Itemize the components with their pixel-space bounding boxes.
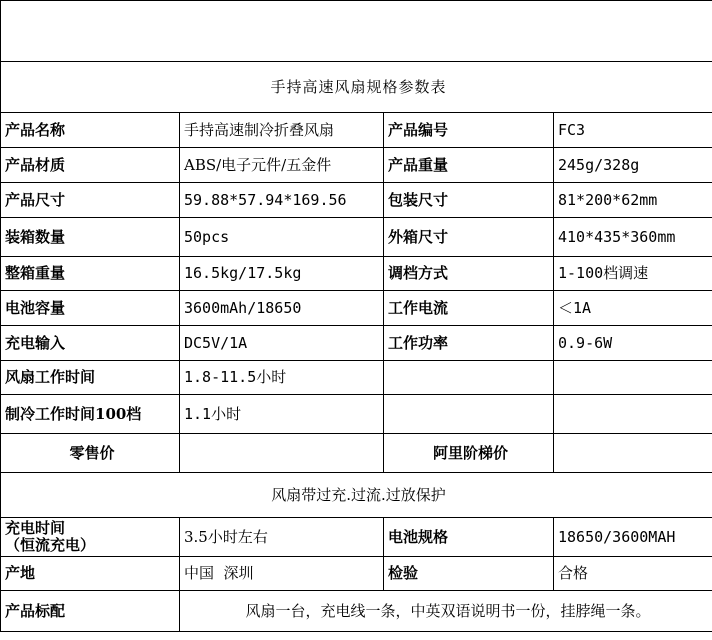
label-cell: 产地 — [1, 557, 180, 591]
label-cell: 产品名称 — [1, 113, 180, 148]
value-cell: 245g/328g — [554, 148, 712, 183]
value-cell: 1.1小时 — [180, 395, 384, 434]
table-row — [1, 218, 712, 257]
value-cell: 18650/3600MAH — [554, 518, 712, 557]
value-cell: DC5V/1A — [180, 326, 384, 361]
value-cell: 59.88*57.94*169.56 — [180, 183, 384, 218]
table-row — [1, 257, 712, 291]
table-row — [1, 183, 712, 218]
value-cell: 中国 深圳 — [180, 557, 384, 591]
table-row — [1, 395, 712, 434]
value-cell: 1.8-11.5小时 — [180, 361, 384, 395]
value-cell: 0.9-6W — [554, 326, 712, 361]
label-cell: 产品尺寸 — [1, 183, 180, 218]
value-cell — [554, 361, 712, 395]
sheet-title: 手持高速风扇规格参数表 — [1, 62, 712, 113]
label-cell: 整箱重量 — [1, 257, 180, 291]
retail-price-label: 零售价 — [1, 434, 180, 473]
table-row — [1, 148, 712, 183]
label-cell — [384, 361, 554, 395]
tier-price-value — [554, 434, 712, 473]
label-cell: 外箱尺寸 — [384, 218, 554, 257]
table-row — [1, 291, 712, 326]
value-cell: ＜1A — [554, 291, 712, 326]
protection-note: 风扇带过充.过流.过放保护 — [1, 473, 712, 518]
label-cell: 产品编号 — [384, 113, 554, 148]
table-row — [1, 557, 712, 591]
protection-row — [1, 473, 712, 518]
table-row — [1, 113, 712, 148]
label-cell: 产品材质 — [1, 148, 180, 183]
label-cell: 调档方式 — [384, 257, 554, 291]
value-cell: 410*435*360mm — [554, 218, 712, 257]
value-cell: 50pcs — [180, 218, 384, 257]
table-row — [1, 361, 712, 395]
label-cell: 工作电流 — [384, 291, 554, 326]
price-row — [1, 434, 712, 473]
value-cell: FC3 — [554, 113, 712, 148]
tier-price-label: 阿里阶梯价 — [384, 434, 554, 473]
label-cell: 制冷工作时间100档 — [1, 395, 180, 434]
value-cell: 合格 — [554, 557, 712, 591]
label-cell: 产品重量 — [384, 148, 554, 183]
label-cell: 充电时间 （恒流充电） — [1, 518, 180, 557]
value-cell: 1-100档调速 — [554, 257, 712, 291]
value-cell: ABS/电子元件/五金件 — [180, 148, 384, 183]
label-cell: 包装尺寸 — [384, 183, 554, 218]
label-cell — [384, 395, 554, 434]
label-cell: 电池规格 — [384, 518, 554, 557]
standard-config-row — [1, 591, 712, 632]
label-cell: 检验 — [384, 557, 554, 591]
label-cell: 装箱数量 — [1, 218, 180, 257]
table-row — [1, 326, 712, 361]
value-cell: 16.5kg/17.5kg — [180, 257, 384, 291]
label-cell: 工作功率 — [384, 326, 554, 361]
table-row — [1, 518, 712, 557]
value-cell: 81*200*62mm — [554, 183, 712, 218]
label-cell: 风扇工作时间 — [1, 361, 180, 395]
value-cell: 手持高速制冷折叠风扇 — [180, 113, 384, 148]
value-cell: 3600mAh/18650 — [180, 291, 384, 326]
value-cell: 3.5小时左右 — [180, 518, 384, 557]
standard-config-label: 产品标配 — [1, 591, 180, 632]
label-cell: 充电输入 — [1, 326, 180, 361]
value-cell — [554, 395, 712, 434]
standard-config-value: 风扇一台，充电线一条，中英双语说明书一份，挂脖绳一条。 — [180, 591, 712, 632]
label-cell: 电池容量 — [1, 291, 180, 326]
blank-header-cell — [1, 1, 712, 62]
retail-price-value — [180, 434, 384, 473]
